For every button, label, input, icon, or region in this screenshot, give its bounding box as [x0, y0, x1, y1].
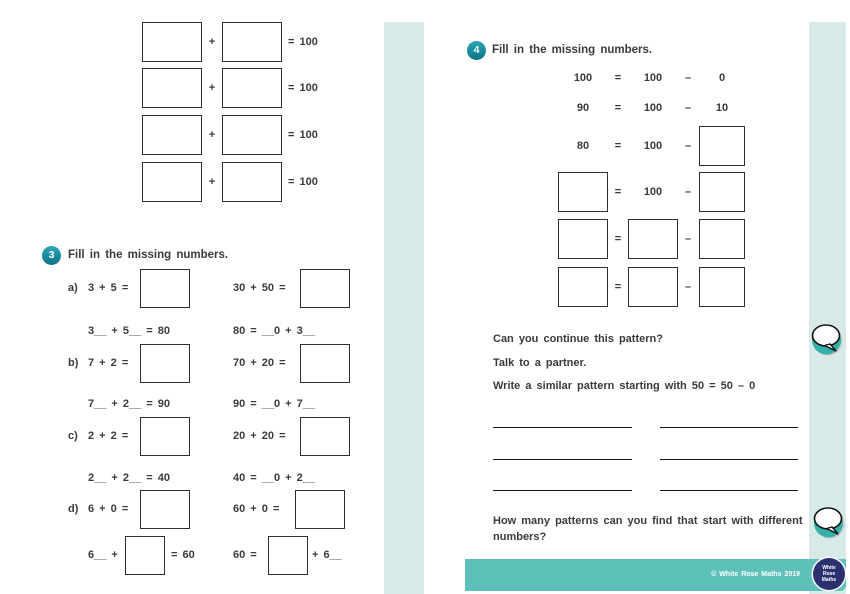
equation-operand: 80: [576, 140, 590, 152]
equation-text: 70 + 20 =: [233, 357, 286, 369]
equation-text: 90 = __0 + 7__: [233, 398, 316, 410]
minus-sign: –: [684, 72, 692, 84]
equation-text: 3__ + 5__ = 80: [88, 325, 171, 337]
talk-bubble-icon: [810, 321, 844, 357]
equals-100-label: = 100: [288, 129, 318, 141]
part-label: d): [68, 503, 79, 515]
equation-text: = 60: [171, 549, 195, 561]
logo-line: White: [822, 565, 836, 571]
question-number-badge: 4: [467, 41, 486, 60]
question-prompt: Fill in the missing numbers.: [68, 249, 229, 261]
equation-text: 2 + 2 =: [88, 430, 129, 442]
equation-operand: 100: [643, 186, 663, 198]
equation-text: 60 =: [233, 549, 257, 561]
answer-box[interactable]: [558, 219, 608, 259]
white-rose-maths-logo: [813, 558, 845, 590]
equals-sign: =: [614, 186, 622, 198]
answer-box[interactable]: [140, 344, 190, 383]
minus-sign: –: [684, 140, 692, 152]
answer-box[interactable]: [699, 267, 745, 307]
answer-box[interactable]: [125, 536, 165, 575]
equation-text: 3 + 5 =: [88, 282, 129, 294]
equation-operand: 100: [643, 140, 663, 152]
answer-box[interactable]: [628, 267, 678, 307]
question-number-badge: 3: [42, 246, 61, 265]
equation-text: 2__ + 2__ = 40: [88, 472, 171, 484]
equation-operand: 0: [718, 72, 726, 84]
answer-box[interactable]: [558, 172, 608, 212]
equals-sign: =: [614, 102, 622, 114]
write-line[interactable]: [660, 459, 798, 460]
equation-text: 60 + 0 =: [233, 503, 280, 515]
part-label: c): [68, 430, 78, 442]
equation-text: 6 + 0 =: [88, 503, 129, 515]
logo-line: Rose: [822, 571, 836, 577]
answer-box[interactable]: [222, 162, 282, 202]
talk-bubble-icon: [812, 504, 846, 540]
how-many-patterns-text: How many patterns can you find that start with different numbers?: [493, 515, 803, 543]
answer-box[interactable]: [699, 172, 745, 212]
answer-box[interactable]: [142, 22, 202, 62]
equation-text: 7__ + 2__ = 90: [88, 398, 171, 410]
write-line[interactable]: [660, 490, 798, 491]
equation-text: 7 + 2 =: [88, 357, 129, 369]
write-line[interactable]: [493, 459, 632, 460]
equals-sign: =: [614, 233, 622, 245]
answer-box[interactable]: [295, 490, 345, 529]
minus-sign: –: [684, 102, 692, 114]
equation-text: 30 + 50 =: [233, 282, 286, 294]
equation-text: 20 + 20 =: [233, 430, 286, 442]
equals-100-label: = 100: [288, 82, 318, 94]
equation-text: 80 = __0 + 3__: [233, 325, 316, 337]
answer-box[interactable]: [699, 219, 745, 259]
answer-box[interactable]: [222, 22, 282, 62]
equals-100-label: = 100: [288, 176, 318, 188]
answer-box[interactable]: [558, 267, 608, 307]
equation-operand: 100: [643, 102, 663, 114]
answer-box[interactable]: [140, 490, 190, 529]
plus-sign: +: [208, 176, 216, 188]
answer-box[interactable]: [142, 68, 202, 108]
continue-pattern-text: Can you continue this pattern?: [493, 333, 663, 345]
equation-operand: 90: [576, 102, 590, 114]
equals-100-label: = 100: [288, 36, 318, 48]
equation-text: + 6__: [312, 549, 342, 561]
answer-box[interactable]: [140, 269, 190, 308]
equation-operand: 10: [715, 102, 729, 114]
answer-box[interactable]: [222, 68, 282, 108]
plus-sign: +: [208, 82, 216, 94]
equation-text: 6__ +: [88, 549, 118, 561]
part-label: b): [68, 357, 79, 369]
equals-sign: =: [614, 72, 622, 84]
plus-sign: +: [208, 129, 216, 141]
answer-box[interactable]: [628, 219, 678, 259]
answer-box[interactable]: [300, 417, 350, 456]
answer-box[interactable]: [140, 417, 190, 456]
answer-box[interactable]: [142, 162, 202, 202]
column-divider-strip: [384, 22, 424, 594]
equation-text: 40 = __0 + 2__: [233, 472, 316, 484]
plus-sign: +: [208, 36, 216, 48]
answer-box[interactable]: [300, 269, 350, 308]
answer-box[interactable]: [222, 115, 282, 155]
equals-sign: =: [614, 140, 622, 152]
question-prompt: Fill in the missing numbers.: [492, 44, 653, 56]
write-line[interactable]: [493, 490, 632, 491]
write-line[interactable]: [493, 427, 632, 428]
answer-box[interactable]: [268, 536, 308, 575]
logo-line: Maths: [821, 577, 837, 583]
answer-box[interactable]: [142, 115, 202, 155]
equation-operand: 100: [643, 72, 663, 84]
answer-box[interactable]: [300, 344, 350, 383]
write-pattern-text: Write a similar pattern starting with 50 = 50 – 0: [493, 380, 756, 392]
minus-sign: –: [684, 233, 692, 245]
equation-operand: 100: [573, 72, 593, 84]
equals-sign: =: [614, 281, 622, 293]
minus-sign: –: [684, 186, 692, 198]
write-line[interactable]: [660, 427, 798, 428]
part-label: a): [68, 282, 78, 294]
answer-box[interactable]: [699, 126, 745, 166]
copyright-text: © White Rose Maths 2019: [711, 571, 800, 578]
minus-sign: –: [684, 281, 692, 293]
talk-partner-text: Talk to a partner.: [493, 357, 587, 369]
